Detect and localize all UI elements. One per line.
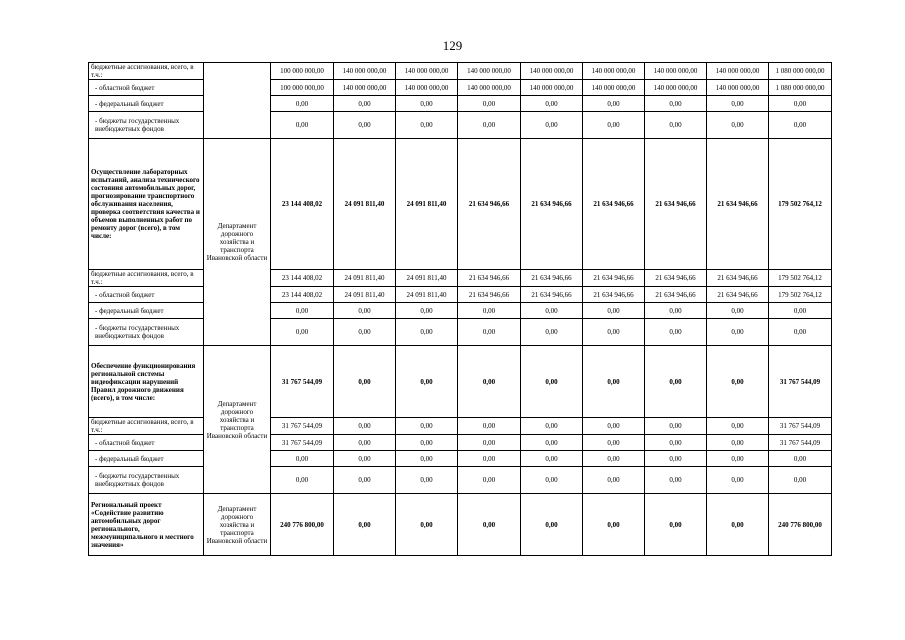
value-cell: 0,00 xyxy=(396,346,458,418)
table-row xyxy=(89,80,832,96)
value-cell: 0,00 xyxy=(583,303,645,319)
value-cell: 140 000 000,00 xyxy=(396,80,458,96)
row-name: - областной бюджет xyxy=(89,435,204,451)
value-cell: 23 144 408,02 xyxy=(271,270,334,287)
value-cell: 0,00 xyxy=(707,303,769,319)
value-cell: 0,00 xyxy=(458,494,521,556)
value-cell: 140 000 000,00 xyxy=(583,80,645,96)
table-row xyxy=(89,418,832,435)
value-cell: 21 634 946,66 xyxy=(645,139,707,270)
page-number: 129 xyxy=(442,38,463,53)
table-row xyxy=(89,435,832,451)
table-row xyxy=(89,287,832,303)
value-cell: 0,00 xyxy=(458,96,521,112)
total-cell: 179 502 764,12 xyxy=(769,287,832,303)
value-cell: 0,00 xyxy=(458,303,521,319)
value-cell: 0,00 xyxy=(521,303,583,319)
value-cell: 140 000 000,00 xyxy=(334,63,396,80)
row-name: Обеспечение функционирования региональной системы видеофиксации нарушений Правил дорожного движения (всего), в том числе: xyxy=(89,346,204,418)
value-cell: 0,00 xyxy=(583,494,645,556)
table-row xyxy=(89,139,832,270)
row-name: бюджетные ассигнования, всего, в т.ч.: xyxy=(89,63,204,80)
value-cell: 0,00 xyxy=(458,451,521,467)
value-cell: 0,00 xyxy=(645,112,707,139)
value-cell: 0,00 xyxy=(334,303,396,319)
value-cell: 0,00 xyxy=(707,319,769,346)
value-cell: 21 634 946,66 xyxy=(583,287,645,303)
row-name: - бюджеты государственных внебюджетных фондов xyxy=(89,467,204,494)
value-cell: 0,00 xyxy=(521,494,583,556)
value-cell: 0,00 xyxy=(583,418,645,435)
total-cell: 31 767 544,09 xyxy=(769,435,832,451)
row-name: - федеральный бюджет xyxy=(89,303,204,319)
table-row xyxy=(89,112,832,139)
value-cell: 0,00 xyxy=(521,451,583,467)
value-cell: 0,00 xyxy=(334,112,396,139)
value-cell: 21 634 946,66 xyxy=(521,270,583,287)
department-cell: Департамент дорожного хозяйства и транспорта Ивановской области xyxy=(204,346,271,494)
value-cell: 24 091 811,40 xyxy=(396,139,458,270)
value-cell: 0,00 xyxy=(458,467,521,494)
value-cell: 0,00 xyxy=(707,112,769,139)
value-cell: 21 634 946,66 xyxy=(458,287,521,303)
value-cell: 0,00 xyxy=(396,112,458,139)
value-cell: 140 000 000,00 xyxy=(521,63,583,80)
value-cell: 0,00 xyxy=(334,96,396,112)
value-cell: 0,00 xyxy=(645,451,707,467)
value-cell: 0,00 xyxy=(645,96,707,112)
value-cell: 100 000 000,00 xyxy=(271,63,334,80)
total-cell: 0,00 xyxy=(769,112,832,139)
row-name: Региональный проект «Содействие развитию автомобильных дорог регионального, межмуниципального и местного значения» xyxy=(89,494,204,556)
total-cell: 179 502 764,12 xyxy=(769,270,832,287)
value-cell: 0,00 xyxy=(396,467,458,494)
value-cell: 0,00 xyxy=(271,467,334,494)
value-cell: 0,00 xyxy=(521,346,583,418)
value-cell: 0,00 xyxy=(334,451,396,467)
value-cell: 21 634 946,66 xyxy=(707,287,769,303)
table-row xyxy=(89,63,832,80)
value-cell: 0,00 xyxy=(645,319,707,346)
value-cell: 140 000 000,00 xyxy=(334,80,396,96)
value-cell: 0,00 xyxy=(396,451,458,467)
row-name: - областной бюджет xyxy=(89,80,204,96)
row-name: - федеральный бюджет xyxy=(89,96,204,112)
value-cell: 0,00 xyxy=(271,451,334,467)
value-cell: 0,00 xyxy=(707,435,769,451)
value-cell: 23 144 408,02 xyxy=(271,139,334,270)
table-row xyxy=(89,467,832,494)
value-cell: 24 091 811,40 xyxy=(396,287,458,303)
value-cell: 140 000 000,00 xyxy=(458,80,521,96)
total-cell: 31 767 544,09 xyxy=(769,418,832,435)
value-cell: 23 144 408,02 xyxy=(271,287,334,303)
value-cell: 0,00 xyxy=(271,112,334,139)
value-cell: 0,00 xyxy=(458,346,521,418)
value-cell: 0,00 xyxy=(521,467,583,494)
total-cell: 0,00 xyxy=(769,451,832,467)
value-cell: 21 634 946,66 xyxy=(707,270,769,287)
total-cell: 0,00 xyxy=(769,319,832,346)
value-cell: 0,00 xyxy=(707,467,769,494)
value-cell: 21 634 946,66 xyxy=(458,139,521,270)
value-cell: 0,00 xyxy=(458,418,521,435)
value-cell: 0,00 xyxy=(521,96,583,112)
value-cell: 24 091 811,40 xyxy=(396,270,458,287)
table-row xyxy=(89,346,832,418)
value-cell: 140 000 000,00 xyxy=(583,63,645,80)
row-name: Осуществление лабораторных испытаний, анализа технического состояния автомобильных дорог, прогнозирование транспортного обслуживания населения, проверка соответствия качества и объемов выполненных работ по ремонту дорог (всего), в том числе: xyxy=(89,139,204,270)
budget-table xyxy=(88,62,832,556)
department-cell: Департамент дорожного хозяйства и транспорта Ивановской области xyxy=(204,494,271,556)
value-cell: 0,00 xyxy=(521,418,583,435)
value-cell: 31 767 544,09 xyxy=(271,346,334,418)
total-cell: 31 767 544,09 xyxy=(769,346,832,418)
value-cell: 31 767 544,09 xyxy=(271,435,334,451)
value-cell: 0,00 xyxy=(396,435,458,451)
value-cell: 0,00 xyxy=(707,494,769,556)
value-cell: 0,00 xyxy=(396,494,458,556)
value-cell: 0,00 xyxy=(583,319,645,346)
value-cell: 240 776 800,00 xyxy=(271,494,334,556)
value-cell: 0,00 xyxy=(645,303,707,319)
value-cell: 21 634 946,66 xyxy=(583,270,645,287)
value-cell: 21 634 946,66 xyxy=(645,287,707,303)
table-row xyxy=(89,96,832,112)
value-cell: 140 000 000,00 xyxy=(645,80,707,96)
value-cell: 21 634 946,66 xyxy=(521,139,583,270)
value-cell: 140 000 000,00 xyxy=(707,80,769,96)
value-cell: 0,00 xyxy=(707,451,769,467)
value-cell: 0,00 xyxy=(271,319,334,346)
total-cell: 0,00 xyxy=(769,303,832,319)
table-row xyxy=(89,303,832,319)
value-cell: 0,00 xyxy=(334,319,396,346)
value-cell: 0,00 xyxy=(583,346,645,418)
value-cell: 24 091 811,40 xyxy=(334,270,396,287)
value-cell: 0,00 xyxy=(334,346,396,418)
value-cell: 0,00 xyxy=(645,418,707,435)
value-cell: 0,00 xyxy=(645,467,707,494)
value-cell: 21 634 946,66 xyxy=(521,287,583,303)
value-cell: 100 000 000,00 xyxy=(271,80,334,96)
table-row xyxy=(89,451,832,467)
value-cell: 0,00 xyxy=(583,112,645,139)
total-cell: 0,00 xyxy=(769,96,832,112)
value-cell: 0,00 xyxy=(334,435,396,451)
value-cell: 0,00 xyxy=(583,467,645,494)
total-cell: 0,00 xyxy=(769,467,832,494)
value-cell: 0,00 xyxy=(271,96,334,112)
row-name: - бюджеты государственных внебюджетных фондов xyxy=(89,319,204,346)
value-cell: 0,00 xyxy=(583,435,645,451)
table-row xyxy=(89,319,832,346)
total-cell: 240 776 800,00 xyxy=(769,494,832,556)
value-cell: 0,00 xyxy=(396,418,458,435)
value-cell: 0,00 xyxy=(458,112,521,139)
value-cell: 21 634 946,66 xyxy=(645,270,707,287)
value-cell: 0,00 xyxy=(521,435,583,451)
row-name: бюджетные ассигнования, всего, в т.ч.: xyxy=(89,270,204,287)
value-cell: 24 091 811,40 xyxy=(334,287,396,303)
value-cell: 0,00 xyxy=(707,418,769,435)
value-cell: 0,00 xyxy=(458,435,521,451)
row-name: - федеральный бюджет xyxy=(89,451,204,467)
value-cell: 0,00 xyxy=(707,346,769,418)
department-cell: Департамент дорожного хозяйства и транспорта Ивановской области xyxy=(204,139,271,346)
value-cell: 0,00 xyxy=(583,451,645,467)
value-cell: 140 000 000,00 xyxy=(521,80,583,96)
value-cell: 0,00 xyxy=(521,112,583,139)
value-cell: 0,00 xyxy=(645,494,707,556)
budget-table-body xyxy=(89,63,832,556)
row-name: бюджетные ассигнования, всего, в т.ч.: xyxy=(89,418,204,435)
value-cell: 0,00 xyxy=(334,467,396,494)
department-cell xyxy=(204,63,271,139)
value-cell: 0,00 xyxy=(396,319,458,346)
value-cell: 0,00 xyxy=(396,96,458,112)
value-cell: 21 634 946,66 xyxy=(458,270,521,287)
value-cell: 140 000 000,00 xyxy=(396,63,458,80)
value-cell: 0,00 xyxy=(645,435,707,451)
table-row xyxy=(89,494,832,556)
value-cell: 0,00 xyxy=(707,96,769,112)
value-cell: 0,00 xyxy=(645,346,707,418)
total-cell: 1 080 000 000,00 xyxy=(769,80,832,96)
value-cell: 0,00 xyxy=(396,303,458,319)
value-cell: 21 634 946,66 xyxy=(583,139,645,270)
value-cell: 140 000 000,00 xyxy=(707,63,769,80)
total-cell: 1 080 000 000,00 xyxy=(769,63,832,80)
value-cell: 0,00 xyxy=(458,319,521,346)
row-name: - областной бюджет xyxy=(89,287,204,303)
value-cell: 21 634 946,66 xyxy=(707,139,769,270)
value-cell: 0,00 xyxy=(334,418,396,435)
value-cell: 0,00 xyxy=(334,494,396,556)
table-row xyxy=(89,270,832,287)
value-cell: 0,00 xyxy=(271,303,334,319)
value-cell: 24 091 811,40 xyxy=(334,139,396,270)
value-cell: 0,00 xyxy=(521,319,583,346)
total-cell: 179 502 764,12 xyxy=(769,139,832,270)
value-cell: 0,00 xyxy=(583,96,645,112)
value-cell: 140 000 000,00 xyxy=(458,63,521,80)
value-cell: 140 000 000,00 xyxy=(645,63,707,80)
value-cell: 31 767 544,09 xyxy=(271,418,334,435)
row-name: - бюджеты государственных внебюджетных фондов xyxy=(89,112,204,139)
